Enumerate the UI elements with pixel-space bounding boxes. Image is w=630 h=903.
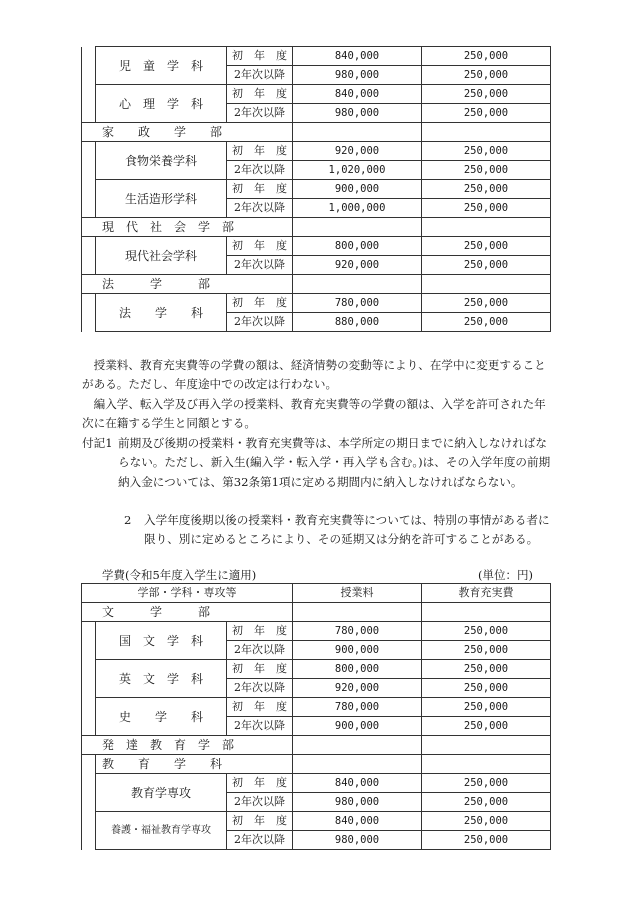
year-label: 初 年 度 bbox=[227, 294, 293, 313]
year-label: 2年次以降 bbox=[227, 793, 293, 812]
empty-tuition-cell bbox=[293, 218, 422, 237]
department-name: 史 学 科 bbox=[96, 698, 227, 736]
facility-value: 250,000 bbox=[422, 717, 551, 736]
department-name: 生活造形学科 bbox=[96, 180, 227, 218]
table-header-row bbox=[82, 584, 551, 603]
table-row bbox=[82, 123, 551, 142]
faculty-label: 家 政 学 部 bbox=[82, 123, 293, 142]
note-2-text: 入学年度後期以後の授業料・教育充実費等については、特別の事情がある者に限り、別に定めるところにより、その延期又は分納を許可することがある。 bbox=[144, 513, 550, 547]
tuition-value: 800,000 bbox=[293, 660, 422, 679]
year-label: 2年次以降 bbox=[227, 679, 293, 698]
indent-cell bbox=[82, 313, 96, 332]
facility-value: 250,000 bbox=[422, 793, 551, 812]
note-1 bbox=[82, 434, 552, 492]
department-name: 現代社会学科 bbox=[96, 237, 227, 275]
department-name: 教育学専攻 bbox=[96, 774, 227, 812]
header-facility: 教育充実費 bbox=[422, 584, 551, 603]
table-row bbox=[82, 47, 551, 66]
facility-value: 250,000 bbox=[422, 47, 551, 66]
note-1-text: 前期及び後期の授業料・教育充実費等は、本学所定の期日までに納入しなければならない。ただし、新入生(編入学・転入学・再入学も含む。)は、その入学年度の前期納入金については、第32条第1項に定める期間内に納入しなければならない。 bbox=[118, 436, 551, 489]
table-row bbox=[82, 180, 551, 199]
indent-cell bbox=[82, 793, 96, 812]
tuition-value: 980,000 bbox=[293, 104, 422, 123]
indent-cell bbox=[82, 85, 96, 104]
facility-value: 250,000 bbox=[422, 313, 551, 332]
fee-table-2023 bbox=[81, 583, 551, 850]
note-2 bbox=[118, 511, 552, 550]
table-row bbox=[82, 736, 551, 755]
table-caption: 学費(令和5年度入学生に適用) bbox=[102, 568, 257, 582]
facility-value: 250,000 bbox=[422, 199, 551, 218]
year-label: 初 年 度 bbox=[227, 237, 293, 256]
year-label: 2年次以降 bbox=[227, 104, 293, 123]
indent-cell bbox=[82, 199, 96, 218]
facility-value: 250,000 bbox=[422, 180, 551, 199]
fee-change-paragraph: 授業料、教育充実費等の学費の額は、経済情勢の変動等により、在学中に変更することがある。ただし、年度途中での改定は行わない。 bbox=[82, 358, 546, 392]
facility-value: 250,000 bbox=[422, 256, 551, 275]
empty-tuition-cell bbox=[293, 603, 422, 622]
table-row bbox=[82, 755, 551, 774]
year-label: 2年次以降 bbox=[227, 161, 293, 180]
tuition-value: 840,000 bbox=[293, 85, 422, 104]
year-label: 初 年 度 bbox=[227, 622, 293, 641]
faculty-label: 発 達 教 育 学 部 bbox=[82, 736, 293, 755]
empty-facility-cell bbox=[422, 736, 551, 755]
year-label: 2年次以降 bbox=[227, 313, 293, 332]
transfer-fee-paragraph: 編入学、転入学及び再入学の授業料、教育充実費等の学費の額は、入学を許可された年次に在籍する学生と同額とする。 bbox=[82, 396, 546, 431]
indent-cell bbox=[82, 66, 96, 85]
tuition-value: 1,000,000 bbox=[293, 199, 422, 218]
tuition-value: 980,000 bbox=[293, 793, 422, 812]
indent-cell bbox=[82, 717, 96, 736]
tuition-value: 840,000 bbox=[293, 774, 422, 793]
facility-value: 250,000 bbox=[422, 85, 551, 104]
indent-cell bbox=[82, 774, 96, 793]
tuition-value: 880,000 bbox=[293, 313, 422, 332]
tuition-value: 840,000 bbox=[293, 812, 422, 831]
facility-value: 250,000 bbox=[422, 66, 551, 85]
tuition-value: 920,000 bbox=[293, 142, 422, 161]
year-label: 初 年 度 bbox=[227, 698, 293, 717]
faculty-label: 法 学 部 bbox=[82, 275, 293, 294]
tuition-value: 900,000 bbox=[293, 641, 422, 660]
fee-table-continued-body bbox=[82, 47, 551, 332]
department-name: 国 文 学 科 bbox=[96, 622, 227, 660]
empty-facility-cell bbox=[422, 603, 551, 622]
facility-value: 250,000 bbox=[422, 142, 551, 161]
faculty-label: 文 学 部 bbox=[82, 603, 293, 622]
fee-table-2023-body bbox=[82, 603, 551, 850]
year-label: 2年次以降 bbox=[227, 199, 293, 218]
table-row bbox=[82, 218, 551, 237]
tuition-value: 800,000 bbox=[293, 237, 422, 256]
unit-label: (単位：円) bbox=[478, 568, 533, 582]
empty-tuition-cell bbox=[293, 123, 422, 142]
tuition-value: 900,000 bbox=[293, 717, 422, 736]
facility-value: 250,000 bbox=[422, 698, 551, 717]
table-row bbox=[82, 660, 551, 679]
table-row bbox=[82, 812, 551, 831]
fee-table-continued bbox=[81, 46, 551, 332]
indent-cell bbox=[82, 142, 96, 161]
indent-cell bbox=[82, 237, 96, 256]
table-row bbox=[82, 294, 551, 313]
tuition-value: 900,000 bbox=[293, 180, 422, 199]
facility-value: 250,000 bbox=[422, 679, 551, 698]
tuition-value: 780,000 bbox=[293, 294, 422, 313]
tuition-value: 920,000 bbox=[293, 679, 422, 698]
indent-cell bbox=[82, 641, 96, 660]
department-name: 養護・福祉教育学専攻 bbox=[96, 812, 227, 850]
table-row bbox=[82, 774, 551, 793]
facility-value: 250,000 bbox=[422, 831, 551, 850]
tuition-value: 1,020,000 bbox=[293, 161, 422, 180]
note-2-label: 2 bbox=[124, 513, 132, 527]
year-label: 初 年 度 bbox=[227, 142, 293, 161]
facility-value: 250,000 bbox=[422, 104, 551, 123]
empty-facility-cell bbox=[422, 275, 551, 294]
table-row bbox=[82, 142, 551, 161]
table-row bbox=[82, 237, 551, 256]
tuition-value: 780,000 bbox=[293, 698, 422, 717]
indent-cell bbox=[82, 622, 96, 641]
year-label: 初 年 度 bbox=[227, 774, 293, 793]
department-name: 食物栄養学科 bbox=[96, 142, 227, 180]
facility-value: 250,000 bbox=[422, 774, 551, 793]
note-1-label: 付記1 bbox=[82, 436, 113, 450]
empty-facility-cell bbox=[422, 755, 551, 774]
facility-value: 250,000 bbox=[422, 641, 551, 660]
header-dept: 学部・学科・専攻等 bbox=[82, 584, 293, 603]
table-row bbox=[82, 698, 551, 717]
facility-value: 250,000 bbox=[422, 237, 551, 256]
indent-cell bbox=[82, 161, 96, 180]
facility-value: 250,000 bbox=[422, 812, 551, 831]
table-row bbox=[82, 603, 551, 622]
year-label: 2年次以降 bbox=[227, 641, 293, 660]
year-label: 2年次以降 bbox=[227, 717, 293, 736]
empty-facility-cell bbox=[422, 218, 551, 237]
facility-value: 250,000 bbox=[422, 660, 551, 679]
facility-value: 250,000 bbox=[422, 294, 551, 313]
tuition-value: 980,000 bbox=[293, 66, 422, 85]
indent-cell bbox=[82, 256, 96, 275]
table-row bbox=[82, 622, 551, 641]
empty-facility-cell bbox=[422, 123, 551, 142]
faculty-label: 教 育 学 科 bbox=[96, 755, 293, 774]
year-label: 初 年 度 bbox=[227, 812, 293, 831]
year-label: 2年次以降 bbox=[227, 256, 293, 275]
empty-tuition-cell bbox=[293, 736, 422, 755]
indent-cell bbox=[82, 831, 96, 850]
department-name: 児 童 学 科 bbox=[96, 47, 227, 85]
year-label: 初 年 度 bbox=[227, 47, 293, 66]
indent-cell bbox=[82, 47, 96, 66]
empty-tuition-cell bbox=[293, 275, 422, 294]
indent-cell bbox=[82, 755, 96, 774]
indent-cell bbox=[82, 679, 96, 698]
facility-value: 250,000 bbox=[422, 161, 551, 180]
faculty-label: 現 代 社 会 学 部 bbox=[82, 218, 293, 237]
department-name: 英 文 学 科 bbox=[96, 660, 227, 698]
indent-cell bbox=[82, 180, 96, 199]
year-label: 初 年 度 bbox=[227, 85, 293, 104]
fee-notes bbox=[82, 356, 552, 434]
indent-cell bbox=[82, 660, 96, 679]
header-tuition: 授業料 bbox=[293, 584, 422, 603]
tuition-value: 920,000 bbox=[293, 256, 422, 275]
indent-cell bbox=[82, 294, 96, 313]
department-name: 法 学 科 bbox=[96, 294, 227, 332]
year-label: 初 年 度 bbox=[227, 180, 293, 199]
department-name: 心 理 学 科 bbox=[96, 85, 227, 123]
year-label: 初 年 度 bbox=[227, 660, 293, 679]
indent-cell bbox=[82, 812, 96, 831]
indent-cell bbox=[82, 104, 96, 123]
table-row bbox=[82, 85, 551, 104]
table-row bbox=[82, 275, 551, 294]
tuition-value: 780,000 bbox=[293, 622, 422, 641]
facility-value: 250,000 bbox=[422, 622, 551, 641]
year-label: 2年次以降 bbox=[227, 831, 293, 850]
indent-cell bbox=[82, 698, 96, 717]
year-label: 2年次以降 bbox=[227, 66, 293, 85]
tuition-value: 840,000 bbox=[293, 47, 422, 66]
tuition-value: 980,000 bbox=[293, 831, 422, 850]
empty-tuition-cell bbox=[293, 755, 422, 774]
